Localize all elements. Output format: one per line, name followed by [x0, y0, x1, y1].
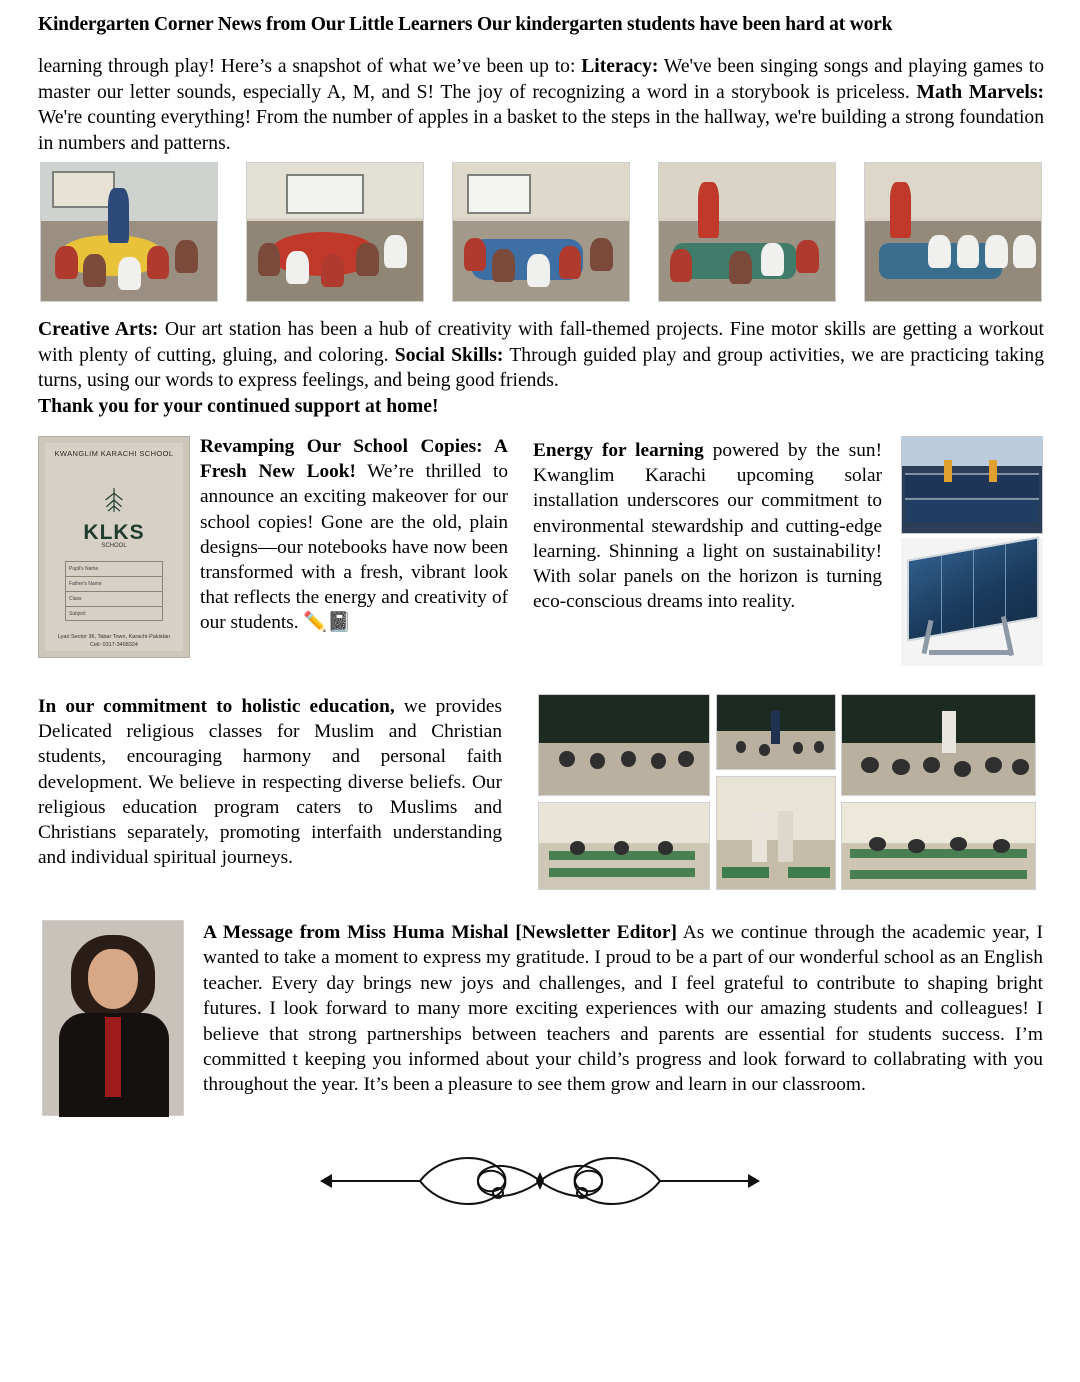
copy-field-class: Class — [66, 592, 162, 607]
school-copies-heading: Revamping Our School Copies: A Fresh New Look! — [200, 436, 508, 483]
copy-field-father: Father's Name — [66, 577, 162, 592]
clipped-heading-text: Kindergarten Corner News from Our Little Learners Our kindergarten students have been hard at work — [38, 14, 893, 35]
copy-logo-sub: SCHOOL — [101, 543, 127, 549]
math-marvels-text: We're counting everything! From the number of apples in a basket to the steps in the hallway, we're building a strong foundation in numbers and patterns. — [38, 107, 1044, 154]
literacy-label: Literacy: — [581, 56, 659, 77]
literacy-text: We've been singing songs and playing games to master our letter sounds, especially A, M, and S! The joy of recognizing a word in a storybook is priceless. — [38, 56, 1044, 103]
creative-arts-text: Our art station has been a hub of creativity with fall-themed projects. Fine motor skills are getting a workout with plenty of cutting, gluing, and coloring. — [38, 319, 1044, 366]
school-copies-body: We’re thrilled to announce an exciting makeover for our school copies! Gone are the old, plain designs—our notebooks have now been transformed with a fresh, vibrant look that reflects the energy and creativity of our students. ✏️📓 — [200, 461, 508, 634]
copy-field-subject: Subject — [69, 611, 86, 617]
energy-heading: Energy for learning — [533, 440, 704, 461]
creative-arts-paragraph — [38, 317, 1044, 394]
photo-religious-session — [841, 694, 1036, 796]
math-marvels-label: Math Marvels: — [916, 81, 1044, 103]
school-copies-text — [200, 434, 508, 636]
photo-students-writing — [841, 802, 1036, 890]
photo-teacher-green-table — [658, 162, 836, 302]
energy-text — [533, 438, 882, 614]
creative-arts-label: Creative Arts: — [38, 319, 159, 340]
copy-address-block — [39, 633, 189, 649]
photo-classroom-yellow-table — [40, 162, 218, 302]
copy-field-pupil: Pupil's Name — [66, 562, 162, 577]
kindergarten-intro-paragraph — [38, 54, 1044, 156]
copy-fields-box — [65, 561, 163, 621]
photo-classroom-red-table — [246, 162, 424, 302]
energy-section — [533, 436, 1043, 671]
photo-teacher-addressing — [716, 694, 836, 770]
copy-phone: Cell: 0317-3468324 — [89, 642, 138, 648]
editor-message-text — [203, 920, 1043, 1098]
editor-portrait-photo — [42, 920, 184, 1116]
school-copy-cover-image — [38, 436, 190, 658]
school-logo-icon — [97, 483, 131, 517]
intro-lead-text: learning through play! Here’s a snapshot of what we’ve been up to: — [38, 56, 582, 77]
editor-message-heading: A Message from Miss Huma Mishal [Newsletter Editor] — [203, 922, 677, 943]
photo-tilted-solar-array — [901, 538, 1043, 666]
religious-education-photo-grid — [538, 694, 1036, 890]
footer-flourish-icon — [270, 1148, 810, 1214]
copy-school-name: KWANGLIM KARACHI SCHOOL — [54, 449, 174, 458]
copy-address: Lyari Sector 36, Tabar Town, Karachi-Pakistan — [57, 634, 171, 640]
school-copies-section — [38, 436, 508, 666]
clipped-section-heading — [38, 14, 1042, 48]
social-skills-label: Social Skills: — [394, 344, 504, 366]
photo-green-desks — [538, 802, 710, 890]
thanks-line: Thank you for your continued support at home! — [38, 396, 439, 417]
editor-message-body: As we continue through the academic year, I wanted to take a moment to express my gratitude. I proud to be a part of our wonderful school as an English teacher. Every day brings new joys and challenges, and I feel grateful to contribute to shaping bright futures. I look forward to many more exciting experiences with our amazing students and colleagues! I believe that strong partnerships between teachers and parents are essential for students success. I’m committed t keeping you informed about your child’s progress and look forward to collabrating with you throughout the year. It’s been a pleasure to see them grow and learn in our classroom. — [203, 922, 1044, 1096]
religious-education-heading: In our commitment to holistic education, — [38, 696, 395, 717]
religious-education-body: we provides Delicated religious classes for Muslim and Christian students, encouraging harmony and personal faith development. We believe in respecting diverse beliefs. Our religious education program caters to Muslims and Christians separately, promoting interfaith understanding and individual spiritual journeys. — [38, 696, 502, 869]
photo-teachers-walking — [716, 776, 836, 890]
photo-floor-assembly — [538, 694, 710, 796]
social-skills-text: Through guided play and group activities, we are practicing taking turns, using our words to express feelings, and being good friends. — [38, 344, 1044, 391]
copy-logo-text: KLKS — [83, 521, 145, 544]
energy-body: powered by the sun! Kwanglim Karachi upcoming solar installation underscores our commitment to environmental stewardship and cutting-edge learning. Shinning a light on sustainability! With solar panels on the horizon is turning eco-conscious dreams into reality. — [533, 440, 882, 613]
photo-classroom-blue-table — [452, 162, 630, 302]
photo-rooftop-solar-install — [901, 436, 1043, 534]
religious-education-text — [38, 694, 502, 870]
photo-students-worksheets — [864, 162, 1042, 302]
kindergarten-photo-strip — [40, 162, 1042, 302]
